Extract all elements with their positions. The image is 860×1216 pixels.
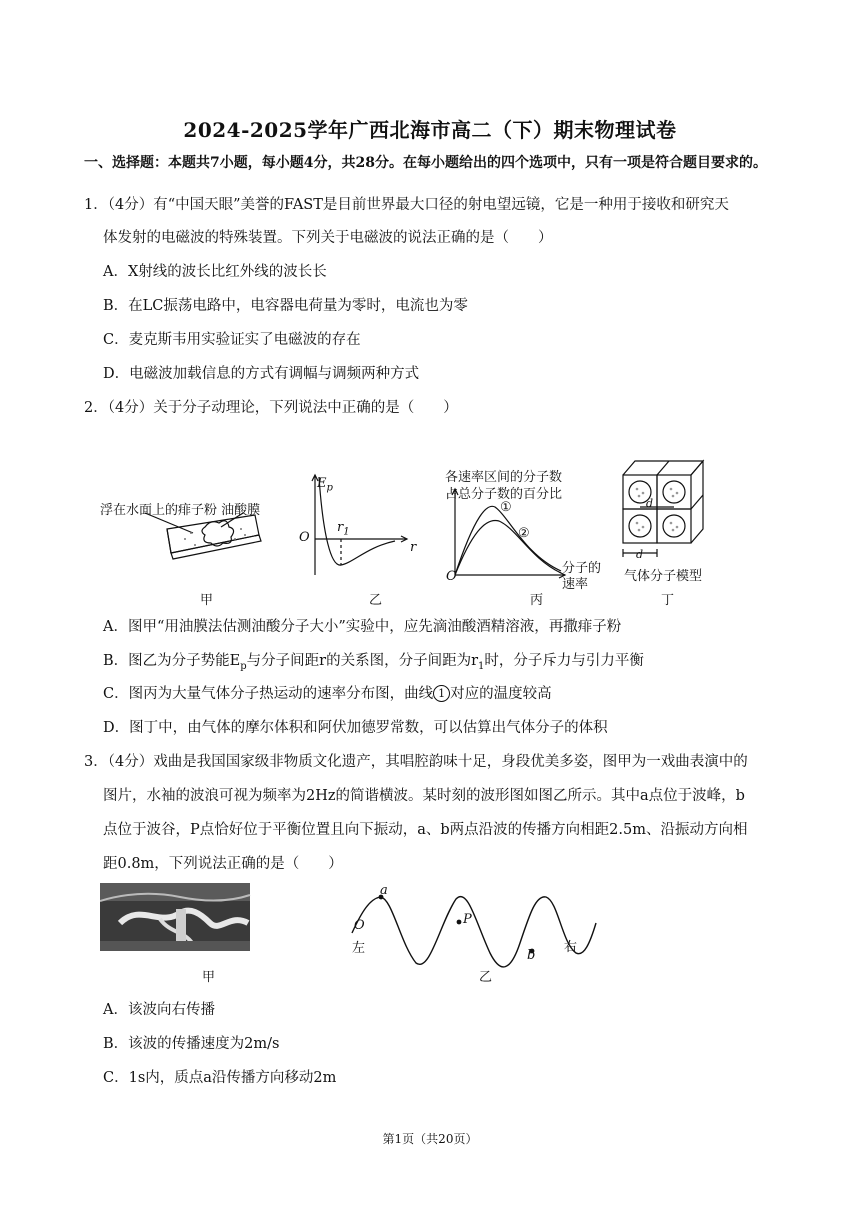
q3-left-label: 左 [352,941,366,956]
q3-stem-line2: 图片，水袖的波浪可视为频率为2Hz的简谐横波。某时刻的波形图如图乙所示。其中a点位于波峰，b [103,788,745,804]
fig-yi-origin: O [299,530,310,545]
q3-fig-yi-label: 乙 [479,970,493,985]
q3-stem-line1: 3．（4分）戏曲是我国国家级非物质文化遗产，其唱腔韵味十足，身段优美多姿，图甲为一戏曲表演中的 [84,754,748,770]
fig-yi-points [379,895,535,954]
fig-yi-ep: $E_p$ [317,476,333,494]
fig-bing-title-1: 各速率区间的分子数 [445,470,563,485]
q3-option-a: A．该波向右传播 [103,1002,215,1018]
q3-figure [100,883,600,993]
q2-stem: 2．（4分）关于分子动理论，下列说法中正确的是（ ） [84,400,458,416]
q3-point-p: P [463,912,472,927]
fig-ding-label: 丁 [661,593,675,608]
fig-yi-wave [352,897,596,967]
q2-option-d: D．图丁中，由气体的摩尔体积和阿伏加德罗常数，可以估算出气体分子的体积 [103,720,608,736]
fig-yi-r-axis: r [410,540,417,555]
fig-ding-d-top: d [646,497,654,510]
fig-ding-caption: 气体分子模型 [624,569,703,584]
q1-stem-line2: 体发射的电磁波的特殊装置。下列关于电磁波的说法正确的是（ ） [103,230,553,246]
fig-bing-title-2: 占总分子数的百分比 [445,487,563,502]
fig-jia-dots [184,528,246,546]
q3-origin: O [354,918,365,933]
q2-option-b: B．图乙为分子势能$E_p$与分子间距r的关系图，分子间距为$r_1$时，分子斥力与引力平衡 [103,653,644,672]
q1-option-a: A．X射线的波长比红外线的波长长 [103,264,327,280]
q3-stem-line4: 距0.8m，下列说法正确的是（ ） [103,856,343,872]
fig-yi-r1: $r_1$ [337,520,350,538]
fig-bing-curve-1: ① [500,500,512,515]
q3-stem-line3: 点位于波谷，P点恰好位于平衡位置且向下振动，a、b两点沿波的传播方向相距2.5m、沿振动方向相 [103,822,748,838]
fig-bing-xlabel-2: 速率 [562,577,589,592]
fig-bing-label: 丙 [530,593,544,608]
q3-right-label: 右 [564,940,578,955]
q3-option-b: B．该波的传播速度为2m/s [103,1036,280,1052]
fig-ding-d-bottom: d [636,548,644,561]
q1-stem-line1: 1．（4分）有“中国天眼”美誉的FAST是目前世界最大口径的射电望远镜，它是一种用于接收和研究天 [84,197,729,213]
fig-bing-xlabel-1: 分子的 [562,561,602,576]
exam-title: 2024-2025学年广西北海市高二（下）期末物理试卷 [183,118,677,142]
q3-option-c: C．1s内，质点a沿传播方向移动2m [103,1070,337,1086]
q3-point-a: a [380,883,388,898]
q3-point-b: b [527,948,536,963]
q2-option-a: A．图甲“用油膜法估测油酸分子大小”实验中，应先滴油酸酒精溶液，再撒痱子粉 [103,619,622,635]
q1-option-b: B．在LC振荡电路中，电容器电荷量为零时，电流也为零 [103,298,468,314]
fig-ding-cube [623,461,703,557]
fig-bing-origin: O [446,569,457,584]
fig-jia-tray [145,513,261,559]
fig-jia-photo [100,883,250,951]
section-heading: 一、选择题：本题共7小题，每小题4分，共28分。在每小题给出的四个选项中，只有一项是符合题目要求的。 [84,155,767,171]
q1-option-d: D．电磁波加载信息的方式有调幅与调频两种方式 [103,366,420,382]
q3-fig-jia-label: 甲 [202,970,216,985]
circled-number: 1 [433,685,450,702]
fig-yi-label: 乙 [369,593,383,608]
fig-bing-curve-2: ② [518,526,530,541]
page-footer: 第1页（共20页） [382,1132,478,1146]
q1-option-c: C．麦克斯韦用实验证实了电磁波的存在 [103,332,361,348]
fig-jia-label: 甲 [200,593,214,608]
q2-option-c: C．图丙为大量气体分子热运动的速率分布图，曲线 1 对应的温度较高 [103,686,552,702]
fig-jia-caption: 浮在水面上的痱子粉 油酸膜 [100,503,261,518]
